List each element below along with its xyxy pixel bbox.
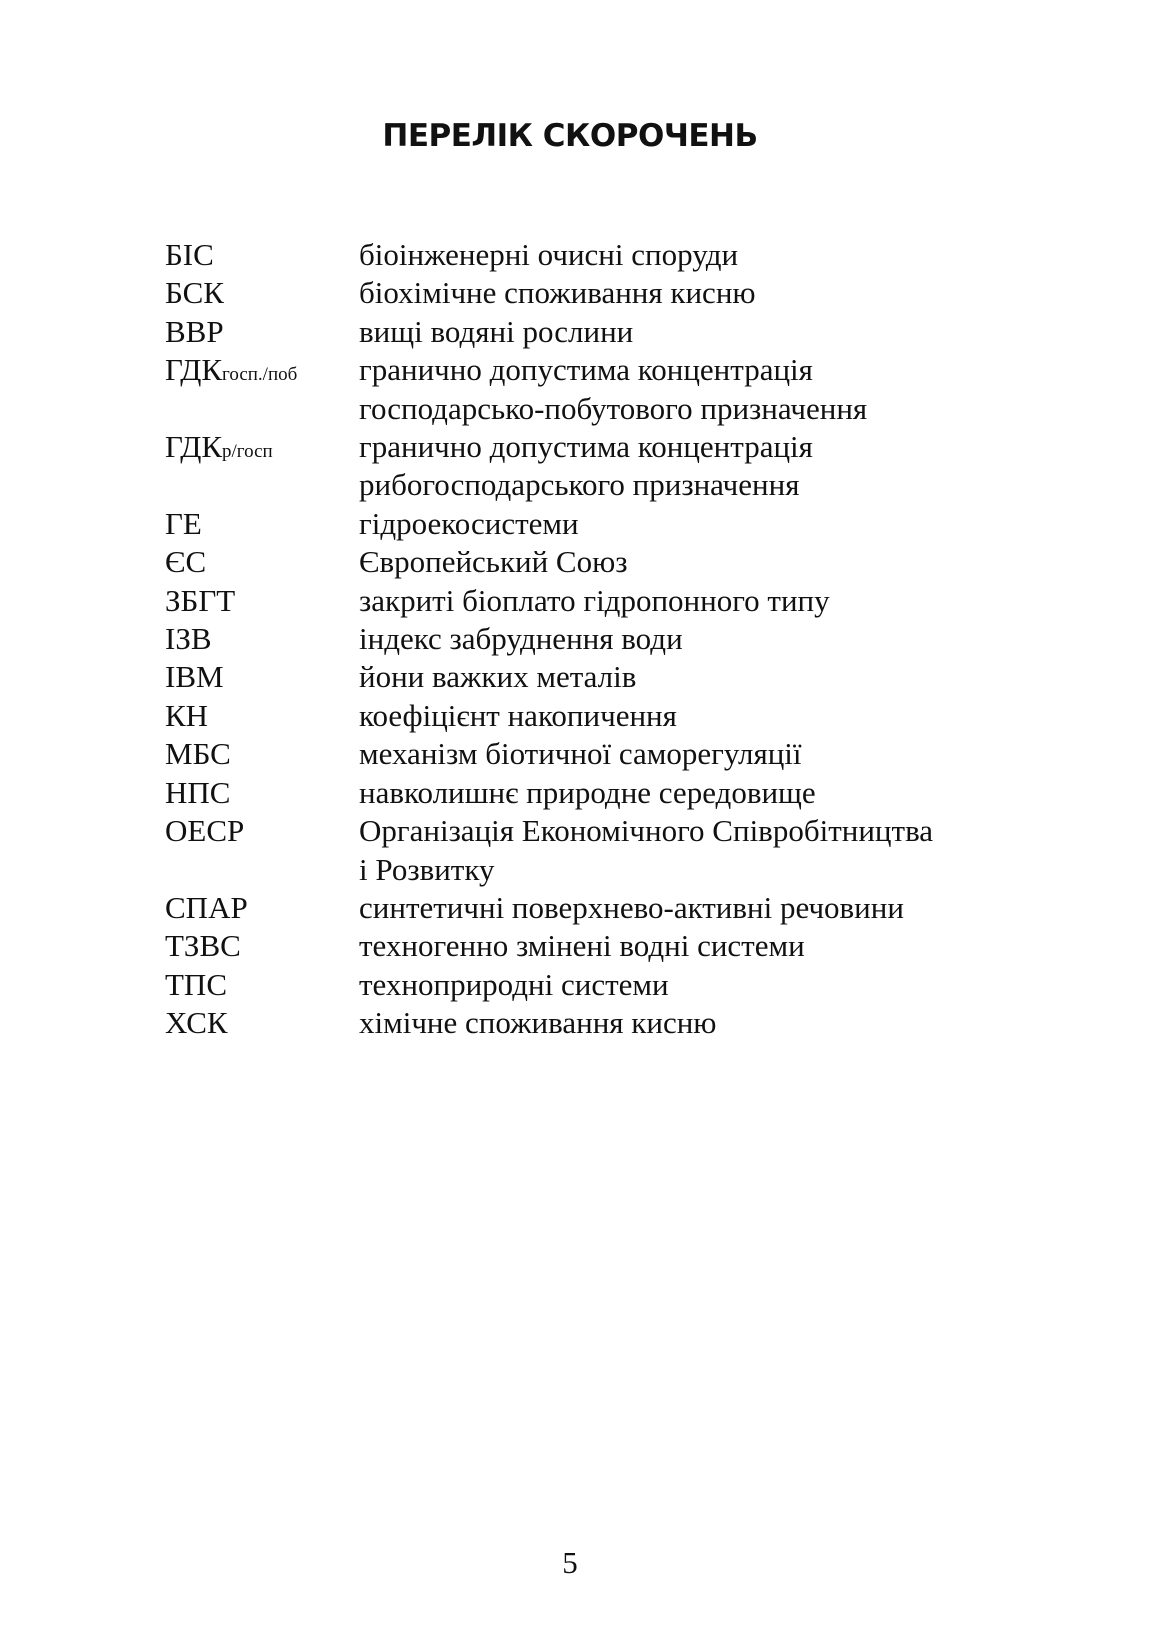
abbreviation-term-text: КН (165, 697, 209, 733)
abbreviation-definition: вищі водяні рослини (359, 313, 634, 349)
abbreviation-term (165, 774, 359, 812)
abbreviation-term (165, 543, 359, 581)
abbreviation-definition: закриті біоплато гідропонного типу (359, 582, 830, 618)
abbreviation-row (165, 1004, 1065, 1042)
abbreviation-term-subscript: госп./поб (222, 364, 298, 386)
abbreviation-term-text: ГДК (165, 429, 223, 465)
abbreviation-term (165, 620, 359, 658)
abbreviation-definition: гранично допустима концентрація рибогосподарського призначення (359, 429, 813, 503)
abbreviation-term-text: СПАР (165, 889, 248, 925)
abbreviation-row (165, 351, 1065, 428)
abbreviation-term (165, 236, 359, 274)
abbreviation-row (165, 543, 1065, 581)
abbreviation-definition: Європейський Союз (359, 544, 628, 580)
page-number: 5 (562, 1545, 578, 1580)
abbreviation-term-text: ОЕСР (165, 813, 245, 849)
abbreviation-row (165, 236, 1065, 274)
abbreviation-definition: гранично допустима концентрація господарсько-побутового призначення (359, 352, 868, 426)
abbreviation-term (165, 697, 359, 735)
abbreviation-term-text: ІЗВ (165, 621, 212, 657)
abbreviation-row (165, 812, 1065, 889)
abbreviation-row (165, 774, 1065, 812)
abbreviation-row (165, 658, 1065, 696)
abbreviation-row (165, 582, 1065, 620)
abbreviation-definition: техногенно змінені водні системи (359, 928, 805, 964)
abbreviation-definition: йони важких металів (359, 659, 637, 695)
abbreviation-definition: індекс забруднення води (359, 621, 683, 657)
abbreviation-row (165, 620, 1065, 658)
abbreviation-row (165, 966, 1065, 1004)
abbreviation-row (165, 313, 1065, 351)
abbreviation-term-subscript: р/госп (222, 441, 273, 463)
abbreviation-list (165, 236, 1065, 1043)
abbreviation-row (165, 274, 1065, 312)
abbreviation-term (165, 966, 359, 1004)
abbreviation-row (165, 889, 1065, 927)
abbreviation-row (165, 697, 1065, 735)
abbreviation-term-text: ТПС (165, 966, 227, 1002)
abbreviation-definition: біоінженерні очисні споруди (359, 237, 739, 272)
abbreviation-term (165, 428, 359, 471)
abbreviation-definition: синтетичні поверхнево-активні речовини (359, 889, 904, 925)
abbreviation-definition: гідроекосистеми (359, 505, 579, 541)
abbreviation-term (165, 812, 359, 850)
abbreviation-term-text: БСК (165, 275, 224, 311)
abbreviation-term-text: ВВР (165, 313, 224, 349)
abbreviation-definition: техноприродні системи (359, 966, 669, 1002)
abbreviation-term (165, 505, 359, 543)
abbreviation-definition: Організація Економічного Співробітництва і Розвитку (359, 813, 934, 887)
abbreviation-term (165, 313, 359, 351)
abbreviation-term-text: ГДК (165, 352, 223, 388)
abbreviation-term-text: ХСК (165, 1005, 228, 1041)
abbreviation-term (165, 351, 359, 394)
abbreviation-definition: коефіцієнт накопичення (359, 697, 677, 733)
abbreviation-term-text: ЄС (165, 544, 207, 580)
abbreviation-term-text: МБС (165, 736, 231, 772)
abbreviation-row (165, 735, 1065, 773)
abbreviation-term (165, 927, 359, 965)
abbreviation-term (165, 1004, 359, 1042)
abbreviation-definition: біохімічне споживання кисню (359, 275, 756, 311)
abbreviation-term-text: БІС (165, 237, 214, 272)
abbreviation-row (165, 505, 1065, 543)
abbreviation-term-text: ГЕ (165, 505, 202, 541)
abbreviation-term (165, 658, 359, 696)
abbreviation-term-text: ТЗВС (165, 928, 241, 964)
abbreviation-term-text: ЗБГТ (165, 582, 236, 618)
page-title: ПЕРЕЛІК СКОРОЧЕНЬ (382, 118, 758, 154)
abbreviation-row (165, 428, 1065, 505)
abbreviation-term (165, 735, 359, 773)
abbreviation-term-text: ІВМ (165, 659, 224, 695)
abbreviation-term-text: НПС (165, 774, 231, 810)
abbreviation-definition: навколишнє природне середовище (359, 774, 816, 810)
abbreviation-definition: хімічне споживання кисню (359, 1005, 717, 1041)
abbreviation-term (165, 582, 359, 620)
abbreviation-term (165, 274, 359, 312)
abbreviation-definition: механізм біотичної саморегуляції (359, 736, 802, 772)
abbreviation-term (165, 889, 359, 927)
abbreviation-row (165, 927, 1065, 965)
